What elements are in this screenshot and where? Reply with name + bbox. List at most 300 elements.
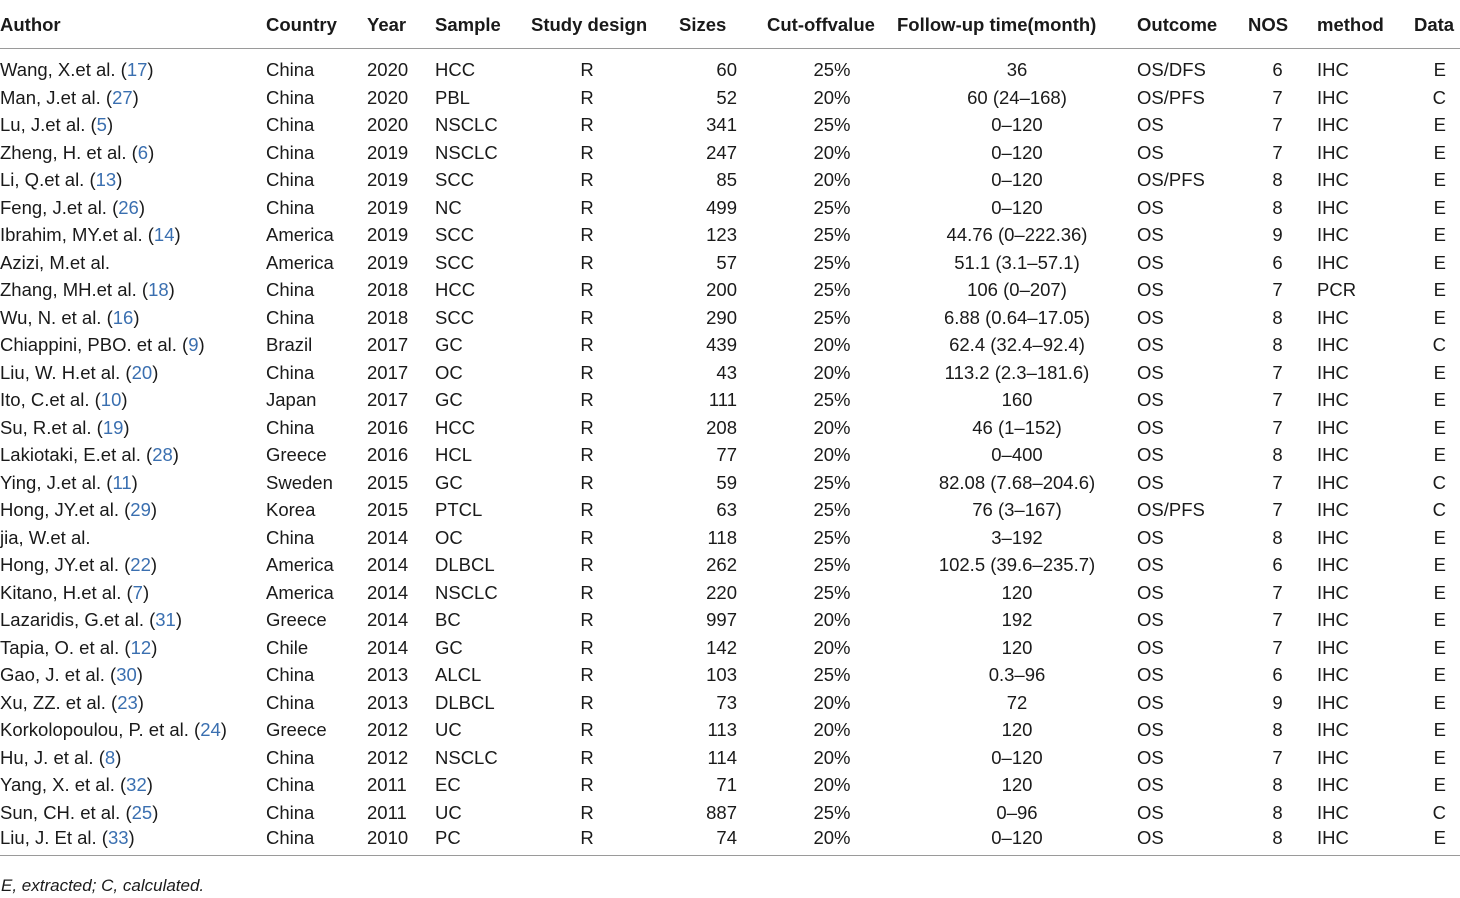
cell-author <box>0 524 266 552</box>
cell-nos: 7 <box>1272 279 1283 301</box>
author-name: Liu, W. H.et al. <box>0 361 121 383</box>
cell-method: IHC <box>1317 251 1349 273</box>
cell-outcome: OS <box>1137 251 1164 273</box>
cell-study-design: R <box>580 251 594 273</box>
table-row <box>0 84 1460 112</box>
reference-link[interactable]: 13 <box>95 169 117 191</box>
cell-study-design: R <box>580 224 594 246</box>
author-name: Zhang, MH.et al. <box>0 279 137 301</box>
cell-country: Greece <box>266 719 327 741</box>
cell-cutoff: 25% <box>813 251 851 273</box>
cell-cutoff: 20% <box>813 86 851 108</box>
cell-followup: 82.08 (7.68–204.6) <box>938 471 1096 493</box>
cell-followup: 0–120 <box>897 827 1137 856</box>
reference-link[interactable]: 7 <box>132 581 143 603</box>
cell-year: 2014 <box>367 554 409 576</box>
reference-link[interactable]: 28 <box>152 444 173 466</box>
reference-link[interactable]: 5 <box>96 114 107 136</box>
cell-cutoff: 25% <box>813 801 851 823</box>
cell-study-design: R <box>580 389 594 411</box>
cell-outcome: OS <box>1137 196 1164 218</box>
cell-size: 114 <box>707 746 737 768</box>
author-name: Ying, J.et al. <box>0 471 102 493</box>
cell-author: Feng, J.et al. (26) <box>0 196 146 218</box>
cell-study-design: R <box>580 499 594 521</box>
cell-size: 73 <box>716 691 737 713</box>
cell-study-design: R <box>580 114 594 136</box>
cell-year: 2012 <box>367 746 409 768</box>
cell-followup: 44.76 (0–222.36) <box>946 224 1088 246</box>
cell-followup: 46 (1–152) <box>972 416 1062 438</box>
cell-sample: NSCLC <box>435 746 498 768</box>
author-name: Ito, C.et al. <box>0 389 90 411</box>
cell-sample: GC <box>435 389 463 411</box>
cell-method: IHC <box>1317 636 1349 658</box>
cell-year: 2017 <box>367 361 409 383</box>
cell-study-design: R <box>580 361 594 383</box>
cell-sample: EC <box>435 774 461 796</box>
cell-followup: 120 <box>1001 774 1033 796</box>
cell-study-design: R <box>580 719 594 741</box>
cell-author: Wu, N. et al. (16) <box>0 306 140 328</box>
cell-followup: 120 <box>1001 719 1033 741</box>
cell-followup: 0–120 <box>991 746 1043 768</box>
cell-size: 43 <box>716 361 737 383</box>
cell-data: C <box>1432 471 1446 493</box>
author-name: Lakiotaki, E.et al. <box>0 444 141 466</box>
cell-year: 2020 <box>367 114 409 136</box>
cell-nos: 7 <box>1272 499 1283 521</box>
cell-study-design: R <box>580 554 594 576</box>
cell-data: E <box>1433 279 1446 301</box>
table-row <box>0 579 1460 607</box>
author-name: Kitano, H.et al. <box>0 581 122 603</box>
cell-nos: 8 <box>1272 774 1283 796</box>
cell-data: E <box>1433 114 1446 136</box>
cell-sample: OC <box>435 526 463 548</box>
cell-size: 290 <box>706 306 737 328</box>
cell-study-design: R <box>580 306 594 328</box>
cell-author: Hong, JY.et al. (22) <box>0 554 158 576</box>
cell-data: E <box>1433 141 1446 163</box>
cell-year: 2017 <box>367 334 409 356</box>
cell-nos: 8 <box>1272 801 1283 823</box>
cell-sample: NSCLC <box>435 114 498 136</box>
cell-outcome: OS <box>1137 774 1164 796</box>
author-name: Azizi, M.et al. <box>0 251 110 273</box>
cell-cutoff: 25% <box>813 306 851 328</box>
cell-method: IHC <box>1317 141 1349 163</box>
cell-size: 111 <box>708 389 737 411</box>
col-study-design: Study design <box>531 6 679 48</box>
cell-nos: 6 <box>1272 59 1283 81</box>
cell-sample: DLBCL <box>435 691 495 713</box>
cell-size: 208 <box>706 416 737 438</box>
cell-study-design: R <box>580 86 594 108</box>
table-row <box>0 139 1460 167</box>
cell-study-design: R <box>580 774 594 796</box>
cell-nos: 8 <box>1272 306 1283 328</box>
cell-sample: GC <box>435 636 463 658</box>
cell-outcome: OS <box>1137 444 1164 466</box>
reference-link[interactable]: 25 <box>131 801 153 823</box>
cell-method: IHC <box>1317 59 1349 81</box>
cell-cutoff: 20% <box>813 334 851 356</box>
cell-outcome: OS <box>1137 224 1164 246</box>
reference-link[interactable]: 8 <box>104 746 116 768</box>
table-row <box>0 194 1460 222</box>
cell-author: Lakiotaki, E.et al. (28) <box>0 444 179 466</box>
cell-cutoff: 20% <box>813 636 851 658</box>
cell-nos: 7 <box>1272 471 1283 493</box>
cell-country: America <box>266 581 334 603</box>
cell-sample: SCC <box>435 251 475 273</box>
cell-followup: 160 <box>1001 389 1033 411</box>
cell-outcome: OS <box>1137 471 1164 493</box>
cell-method: IHC <box>1317 499 1349 521</box>
cell-followup: 60 (24–168) <box>967 86 1067 108</box>
cell-size: 74 <box>679 827 767 856</box>
cell-country: Brazil <box>266 334 313 356</box>
cell-country: China <box>266 746 315 768</box>
cell-outcome: OS/PFS <box>1137 499 1205 521</box>
reference-link[interactable]: 10 <box>100 389 122 411</box>
cell-size: 60 <box>716 59 737 81</box>
author-name: Zheng, H. et al. <box>0 141 127 163</box>
cell-followup: 51.1 (3.1–57.1) <box>954 251 1080 273</box>
cell-size: 123 <box>706 224 737 246</box>
cell-cutoff: 25% <box>813 59 851 81</box>
cell-size: 57 <box>716 251 737 273</box>
cell-nos: 7 <box>1272 609 1283 631</box>
cell-study-design: R <box>580 334 594 356</box>
table-row <box>0 497 1460 525</box>
cell-sample: NSCLC <box>435 581 498 603</box>
cell-size: 142 <box>706 636 737 658</box>
cell-outcome: OS <box>1137 609 1164 631</box>
cell-author: Wang, X.et al. (17) <box>0 59 154 81</box>
reference-link[interactable]: 24 <box>200 719 221 741</box>
author-name: Chiappini, PBO. et al. <box>0 334 177 356</box>
cell-study-design: R <box>580 746 594 768</box>
cell-outcome: OS <box>1137 114 1164 136</box>
col-year: Year <box>367 6 435 48</box>
cell-sample: UC <box>435 801 462 823</box>
reference-link[interactable]: 20 <box>131 361 153 383</box>
cell-data: E <box>1433 196 1446 218</box>
cell-author: Zheng, H. et al. (6) <box>0 141 155 163</box>
cell-country: China <box>266 416 315 438</box>
reference-link[interactable]: 29 <box>130 499 151 521</box>
cell-sample: NC <box>435 196 462 218</box>
cell-nos: 7 <box>1272 141 1283 163</box>
col-outcome: Outcome <box>1137 6 1248 48</box>
cell-method: IHC <box>1317 691 1349 713</box>
cell-nos: 8 <box>1272 719 1283 741</box>
table-row <box>0 469 1460 497</box>
cell-author: Lu, J.et al. (5) <box>0 114 114 136</box>
cell-country: America <box>266 251 334 273</box>
author-name: Hong, JY.et al. <box>0 554 119 576</box>
cell-cutoff: 20% <box>813 746 851 768</box>
cell-cutoff: 25% <box>813 554 851 576</box>
cell-cutoff: 25% <box>813 224 851 246</box>
col-country: Country <box>266 6 367 48</box>
cell-data: E <box>1433 526 1446 548</box>
table-row <box>0 772 1460 800</box>
cell-cutoff: 20% <box>813 361 851 383</box>
cell-sample: HCC <box>435 279 476 301</box>
author-name: Lazaridis, G.et al. <box>0 609 144 631</box>
cell-outcome: OS <box>1137 361 1164 383</box>
cell-author: Ito, C.et al. (10) <box>0 389 128 411</box>
cell-data: E <box>1433 169 1446 191</box>
table-row <box>0 332 1460 360</box>
cell-method: IHC <box>1317 361 1349 383</box>
cell-author: Man, J.et al. (27) <box>0 86 139 108</box>
cell-study-design: R <box>580 526 594 548</box>
cell-nos: 8 <box>1272 526 1283 548</box>
cell-nos: 8 <box>1272 169 1283 191</box>
cell-study-design: R <box>531 827 679 856</box>
cell-method: IHC <box>1317 827 1414 856</box>
cell-outcome: OS <box>1137 279 1164 301</box>
cell-outcome: OS <box>1137 554 1164 576</box>
cell-size: 200 <box>706 279 737 301</box>
reference-link[interactable]: 11 <box>112 471 132 493</box>
cell-study-design: R <box>580 636 594 658</box>
cell-data: C <box>1432 334 1446 356</box>
cell-outcome: OS <box>1137 691 1164 713</box>
reference-link[interactable]: 33 <box>107 826 129 848</box>
reference-link[interactable]: 6 <box>137 141 149 163</box>
cell-year: 2014 <box>367 609 409 631</box>
cell-cutoff: 25% <box>813 389 851 411</box>
cell-cutoff: 20% <box>813 691 851 713</box>
cell-method: IHC <box>1317 444 1349 466</box>
cell-followup: 0–120 <box>991 196 1043 218</box>
cell-data: E <box>1433 664 1446 686</box>
author-name: Su, R.et al. <box>0 416 92 438</box>
reference-link[interactable]: 32 <box>126 774 147 796</box>
cell-data: C <box>1432 801 1446 823</box>
cell-year: 2018 <box>367 279 409 301</box>
reference-link[interactable]: 12 <box>130 636 152 658</box>
cell-nos: 7 <box>1272 416 1283 438</box>
cell-cutoff: 25% <box>813 526 851 548</box>
cell-outcome: OS/DFS <box>1137 59 1206 81</box>
cell-year: 2010 <box>367 827 435 856</box>
cell-country: China <box>266 774 315 796</box>
cell-author: Korkolopoulou, P. et al. (24) <box>0 719 227 741</box>
cell-author: Liu, J. Et al. (33) <box>0 827 266 856</box>
cell-method: IHC <box>1317 554 1349 576</box>
cell-data: E <box>1433 636 1446 658</box>
cell-year: 2019 <box>367 169 409 191</box>
cell-followup: 62.4 (32.4–92.4) <box>949 334 1085 356</box>
cell-year: 2014 <box>367 581 409 603</box>
cell-followup: 120 <box>1001 636 1033 658</box>
cell-author: Sun, CH. et al. (25) <box>0 801 159 823</box>
author-name: Li, Q.et al. <box>0 169 85 191</box>
cell-nos: 6 <box>1272 554 1283 576</box>
cell-method: IHC <box>1317 801 1349 823</box>
cell-followup: 120 <box>1001 581 1033 603</box>
cell-sample: PTCL <box>435 499 483 521</box>
cell-method: IHC <box>1317 581 1349 603</box>
cell-year: 2015 <box>367 471 409 493</box>
cell-followup: 102.5 (39.6–235.7) <box>938 554 1096 576</box>
cell-study-design: R <box>580 691 594 713</box>
table-row <box>0 662 1460 690</box>
cell-country: America <box>266 224 334 246</box>
cell-cutoff: 20% <box>813 444 851 466</box>
reference-link[interactable]: 31 <box>155 609 176 631</box>
cell-nos: 8 <box>1272 196 1283 218</box>
cell-data: E <box>1433 59 1446 81</box>
cell-author: Liu, W. H.et al. (20) <box>0 361 159 383</box>
cell-followup: 72 <box>1006 691 1028 713</box>
cell-nos: 7 <box>1272 746 1283 768</box>
table-row <box>0 717 1460 745</box>
cell-year: 2019 <box>367 141 409 163</box>
table-row <box>0 634 1460 662</box>
cell-year: 2019 <box>367 251 409 273</box>
cell-study-design: R <box>580 609 594 631</box>
cell-size: 113 <box>707 719 737 741</box>
cell-followup: 3–192 <box>991 526 1043 548</box>
reference-link[interactable]: 30 <box>116 664 137 686</box>
cell-outcome: OS/PFS <box>1137 86 1205 108</box>
table-row <box>0 112 1460 140</box>
table-row <box>0 607 1460 635</box>
cell-author: Zhang, MH.et al. (18) <box>0 279 175 301</box>
cell-nos: 9 <box>1272 691 1283 713</box>
cell-cutoff: 20% <box>813 141 851 163</box>
cell-author: Chiappini, PBO. et al. (9) <box>0 334 205 356</box>
cell-outcome: OS <box>1137 141 1164 163</box>
cell-country: China <box>266 279 315 301</box>
cell-nos: 7 <box>1272 86 1283 108</box>
cell-author: Yang, X. et al. (32) <box>0 774 153 796</box>
cell-sample: DLBCL <box>435 554 495 576</box>
cell-method: IHC <box>1317 664 1349 686</box>
reference-link[interactable]: 16 <box>112 306 134 328</box>
table-row <box>0 387 1460 415</box>
author-name: Korkolopoulou, P. et al. <box>0 719 189 741</box>
reference-link[interactable]: 17 <box>126 59 148 81</box>
reference-link[interactable]: 14 <box>153 224 175 246</box>
reference-link[interactable]: 18 <box>148 279 169 301</box>
cell-country: China <box>266 801 315 823</box>
cell-outcome: OS <box>1137 581 1164 603</box>
cell-year: 2018 <box>367 306 409 328</box>
cell-size: 341 <box>706 114 737 136</box>
cell-data: E <box>1433 691 1446 713</box>
cell-study-design: R <box>580 169 594 191</box>
cell-author: Xu, ZZ. et al. (23) <box>0 691 144 713</box>
cell-size: 71 <box>716 774 737 796</box>
cell-size: 118 <box>707 526 737 548</box>
cell-method: IHC <box>1317 224 1349 246</box>
cell-country: China <box>266 114 315 136</box>
table-row <box>0 277 1460 305</box>
cell-year: 2019 <box>367 196 409 218</box>
author-name: Gao, J. et al. <box>0 664 105 686</box>
reference-link[interactable]: 23 <box>117 691 138 713</box>
cell-country: China <box>266 691 315 713</box>
cell-followup: 0–400 <box>991 444 1043 466</box>
cell-outcome: OS <box>1137 827 1248 856</box>
cell-size: 247 <box>706 141 737 163</box>
cell-data: E <box>1433 746 1446 768</box>
cell-size: 59 <box>716 471 737 493</box>
cell-method: IHC <box>1317 196 1349 218</box>
reference-link[interactable]: 19 <box>102 416 124 438</box>
cell-data: E <box>1433 306 1446 328</box>
cell-method: PCR <box>1317 279 1357 301</box>
cell-followup: 0–96 <box>996 801 1038 823</box>
reference-link[interactable]: 22 <box>130 554 151 576</box>
cell-country: Japan <box>266 389 317 411</box>
cell-nos: 6 <box>1272 664 1283 686</box>
author-name: Man, J.et al. <box>0 86 101 108</box>
table-row <box>0 689 1460 717</box>
cell-cutoff: 25% <box>813 114 851 136</box>
cell-country: China <box>266 59 315 81</box>
cell-size: 52 <box>716 86 737 108</box>
col-sizes: Sizes <box>679 6 767 48</box>
reference-link[interactable]: 9 <box>188 334 199 356</box>
cell-author: Gao, J. et al. (30) <box>0 664 143 686</box>
cell-sample: HCC <box>435 416 476 438</box>
cell-country: China <box>266 526 315 548</box>
cell-nos: 7 <box>1272 361 1283 383</box>
table-row <box>0 222 1460 250</box>
cell-outcome: OS <box>1137 636 1164 658</box>
cell-data: E <box>1433 581 1446 603</box>
cell-size: 77 <box>716 444 737 466</box>
cell-data: E <box>1433 774 1446 796</box>
cell-method: IHC <box>1317 169 1349 191</box>
cell-study-design: R <box>580 664 594 686</box>
col-nos: NOS <box>1248 6 1317 48</box>
table-row <box>0 827 1460 856</box>
cell-followup: 0–120 <box>991 114 1043 136</box>
cell-country: America <box>266 554 334 576</box>
cell-study-design: R <box>580 141 594 163</box>
cell-method: IHC <box>1317 719 1349 741</box>
cell-study-design: R <box>580 801 594 823</box>
cell-author: Su, R.et al. (19) <box>0 416 130 438</box>
cell-author: Tapia, O. et al. (12) <box>0 636 158 658</box>
cell-nos: 7 <box>1272 114 1283 136</box>
cell-outcome: OS <box>1137 334 1164 356</box>
cell-outcome: OS/PFS <box>1137 169 1205 191</box>
cell-size: 220 <box>706 581 737 603</box>
reference-link[interactable]: 26 <box>118 196 139 218</box>
reference-link[interactable]: 27 <box>112 86 133 108</box>
author-name: Sun, CH. et al. <box>0 801 121 823</box>
cell-followup: 6.88 (0.64–17.05) <box>943 306 1091 328</box>
cell-author: Li, Q.et al. (13) <box>0 169 123 191</box>
cell-country: China <box>266 86 315 108</box>
cell-cutoff: 20% <box>813 169 851 191</box>
cell-author: Hu, J. et al. (8) <box>0 746 122 768</box>
cell-year: 2019 <box>367 224 409 246</box>
cell-country: China <box>266 306 315 328</box>
cell-sample: NSCLC <box>435 141 498 163</box>
